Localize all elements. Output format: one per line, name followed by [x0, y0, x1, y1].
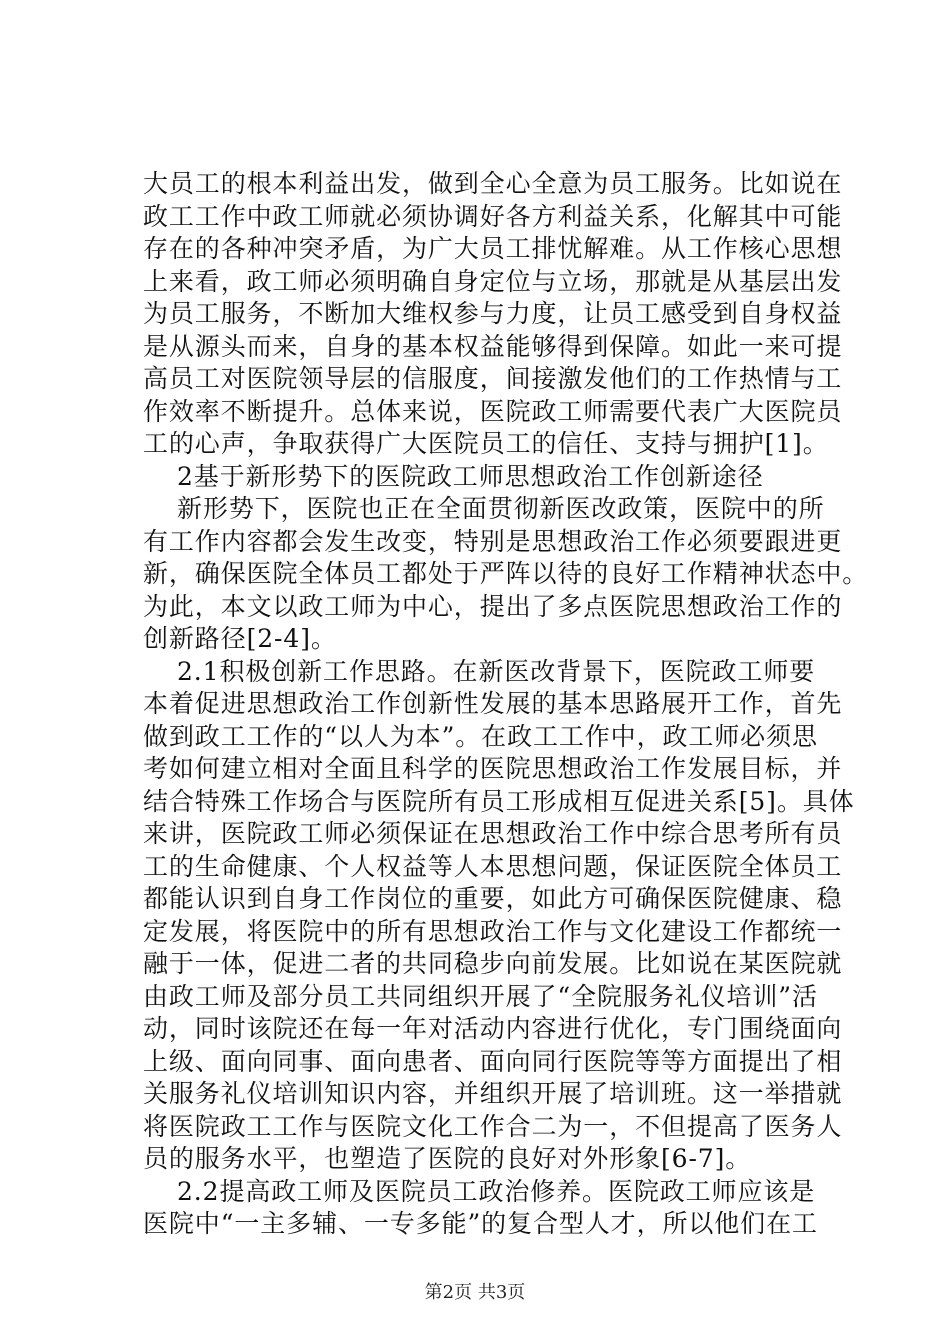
text-line: 融于一体，促进二者的共同稳步向前发展。比如说在某医院就 [143, 949, 843, 978]
text-line: 是从源头而来，自身的基本权益能够得到保障。如此一来可提 [143, 331, 843, 361]
text-line: 创新路径[2-4]。 [143, 624, 337, 653]
text-line: 本着促进思想政治工作创新性发展的基本思路展开工作，首先 [143, 689, 843, 718]
text-line: 上来看，政工师必须明确自身定位与立场，那就是从基层出发 [143, 266, 843, 296]
text-line: 考如何建立相对全面且科学的医院思想政治工作发展目标，并 [143, 754, 843, 783]
text-line: 做到政工工作的“以人为本”。在政工工作中，政工师必须思 [143, 721, 818, 751]
text-line: 由政工师及部分员工共同组织开展了“全院服务礼仪培训”活 [143, 981, 818, 1011]
text-line: 工的心声，争取获得广大医院员工的信任、支持与拥护[1]。 [143, 429, 829, 458]
text-line: 新，确保医院全体员工都处于严阵以待的良好工作精神状态中。 [143, 559, 869, 588]
text-line: 2.1积极创新工作思路。在新医改背景下，医院政工师要 [177, 656, 816, 686]
text-line: 都能认识到自身工作岗位的重要，如此方可确保医院健康、稳 [143, 884, 843, 913]
text-line: 结合特殊工作场合与医院所有员工形成相互促进关系[5]。具体 [143, 786, 855, 816]
page-footer: 第2页 共3页 [424, 1282, 526, 1303]
text-line: 2.2提高政工师及医院员工政治修养。医院政工师应该是 [177, 1176, 816, 1206]
text-line: 为员工服务，不断加大维权参与力度，让员工感受到自身权益 [143, 299, 843, 328]
text-line: 为此，本文以政工师为中心，提出了多点医院思想政治工作的 [143, 591, 843, 621]
text-line: 动，同时该院还在每一年对活动内容进行优化，专门围绕面向 [143, 1014, 843, 1043]
text-line: 员的服务水平，也塑造了医院的良好对外形象[6-7]。 [143, 1144, 752, 1173]
section-heading: 2基于新形势下的医院政工师思想政治工作创新途径 [177, 461, 764, 491]
text-line: 存在的各种冲突矛盾，为广大员工排忧解难。从工作核心思想 [143, 234, 843, 263]
text-line: 将医院政工工作与医院文化工作合二为一，不但提高了医务人 [143, 1111, 843, 1141]
text-line: 上级、面向同事、面向患者、面向同行医院等等方面提出了相 [143, 1046, 843, 1076]
text-line: 大员工的根本利益出发，做到全心全意为员工服务。比如说在 [143, 169, 843, 198]
text-line: 有工作内容都会发生改变，特别是思想政治工作必须要跟进更 [143, 526, 843, 556]
text-line: 作效率不断提升。总体来说，医院政工师需要代表广大医院员 [143, 396, 843, 426]
text-line: 新形势下，医院也正在全面贯彻新医改政策，医院中的所 [177, 494, 825, 523]
text-line: 来讲，医院政工师必须保证在思想政治工作中综合思考所有员 [143, 819, 843, 848]
text-line: 关服务礼仪培训知识内容，并组织开展了培训班。这一举措就 [143, 1079, 843, 1108]
text-line: 政工工作中政工师就必须协调好各方利益关系，化解其中可能 [143, 201, 843, 231]
document-body [143, 168, 869, 1241]
text-line: 工的生命健康、个人权益等人本思想问题，保证医院全体员工 [143, 851, 843, 881]
text-line: 定发展，将医院中的所有思想政治工作与文化建设工作都统一 [143, 916, 843, 946]
text-line: 高员工对医院领导层的信服度，间接激发他们的工作热情与工 [143, 364, 843, 393]
text-line: 医院中“一主多辅、一专多能”的复合型人才，所以他们在工 [143, 1209, 818, 1238]
